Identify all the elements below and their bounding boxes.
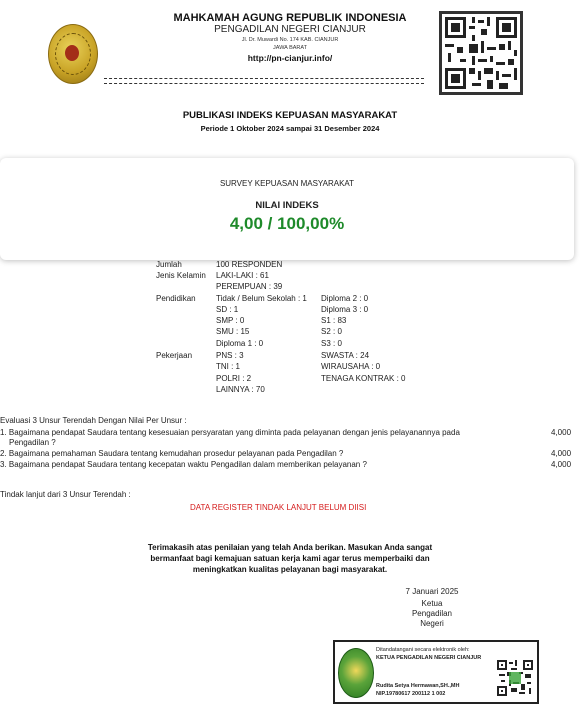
index-value: 4,00 / 100,00% <box>229 214 345 233</box>
esign-qr-code-icon <box>497 660 533 696</box>
job-item: POLRI : 2 <box>216 374 252 383</box>
gender-female: PEREMPUAN : 39 <box>216 282 283 291</box>
jumlah-value: 100 RESPONDEN <box>216 260 283 269</box>
court-name: PENGADILAN NEGERI CIANJUR <box>214 24 366 35</box>
evaluation-value: 4,000 <box>551 449 572 458</box>
evaluation-heading: Evaluasi 3 Unsur Terendah Dengan Nilai Per Unsur : <box>0 416 187 425</box>
index-label: NILAI INDEKS <box>255 200 319 211</box>
publication-title: PUBLIKASI INDEKS KEPUASAN MASYARAKAT <box>182 110 398 121</box>
job-item: LAINNYA : 70 <box>216 385 265 394</box>
evaluation-item: 2. Bagaimana pemahaman Saudara tentang kemudahan prosedur pelayanan pada Pengadilan ? <box>0 449 344 458</box>
education-item: Tidak / Belum Sekolah : 1 <box>216 294 307 303</box>
education-item: Diploma 1 : 0 <box>216 339 264 348</box>
signature-role: Pengadilan <box>411 609 453 618</box>
institution-name: MAHKAMAH AGUNG REPUBLIK INDONESIA <box>173 12 407 24</box>
logo-emblem-icon <box>65 45 79 61</box>
court-province: JAWA BARAT <box>272 45 308 51</box>
publication-period: Periode 1 Oktober 2024 sampai 31 Desember 2024 <box>200 124 380 133</box>
survey-label: SURVEY KEPUASAN MASYARAKAT <box>219 179 355 188</box>
evaluation-item-cont: Pengadilan ? <box>9 438 56 447</box>
court-seal-icon <box>338 648 374 698</box>
job-item: TENAGA KONTRAK : 0 <box>321 374 406 383</box>
court-address: Jl. Dr. Muwardi No. 174 KAB. CIANJUR <box>241 37 339 43</box>
court-website[interactable]: http://pn-cianjur.info/ <box>247 53 333 63</box>
job-item: WIRAUSAHA : 0 <box>321 362 381 371</box>
evaluation-value: 4,000 <box>551 428 572 437</box>
followup-heading: Tindak lanjut dari 3 Unsur Terendah : <box>0 490 131 499</box>
education-label: Pendidikan <box>156 294 196 303</box>
job-item: PNS : 3 <box>216 351 244 360</box>
education-item: S3 : 0 <box>321 339 342 348</box>
education-item: Diploma 2 : 0 <box>321 294 369 303</box>
evaluation-item: 3. Bagaimana pendapat Saudara tentang kecepatan waktu Pengadilan dalam memberikan pelayanan ? <box>0 460 367 469</box>
education-item: SMP : 0 <box>216 316 245 325</box>
gender-male: LAKI-LAKI : 61 <box>216 271 269 280</box>
evaluation-value: 4,000 <box>551 460 572 469</box>
job-label: Pekerjaan <box>156 351 193 360</box>
job-item: TNI : 1 <box>216 362 241 371</box>
signature-role: Negeri <box>420 619 444 628</box>
esign-title: KETUA PENGADILAN NEGERI CIANJUR <box>376 655 482 661</box>
followup-status: DATA REGISTER TINDAK LANJUT BELUM DIISI <box>190 503 367 512</box>
jumlah-label: Jumlah <box>156 260 182 269</box>
thanks-line: meningkatkan kualitas pelayanan bagi masyarakat. <box>192 565 388 574</box>
education-item: Diploma 3 : 0 <box>321 305 369 314</box>
job-item: SWASTA : 24 <box>321 351 370 360</box>
thanks-line: Terimakasih atas penilaian yang telah Anda berikan. Masukan Anda sangat <box>147 543 433 552</box>
signature-role: Ketua <box>421 599 443 608</box>
header-divider <box>104 78 424 84</box>
court-logo <box>48 24 98 84</box>
evaluation-item: 1. Bagaimana pendapat Saudara tentang kesesuaian persyaratan yang diminta pada pelayanan dengan jenis pelayanannya pada <box>0 428 460 437</box>
thanks-line: bermanfaat bagi kemajuan satuan kerja kami agar terus memperbaiki dan <box>150 554 430 563</box>
signature-date: 7 Januari 2025 <box>405 587 459 596</box>
esign-nip: NIP.19780617 200112 1 002 <box>376 691 446 697</box>
esign-label: Ditandatangani secara elektronik oleh: <box>376 647 470 653</box>
esign-name: Rudita Setya Hermawan,SH.,MH <box>376 683 460 689</box>
education-item: S1 : 83 <box>321 316 347 325</box>
education-item: SMU : 15 <box>216 327 250 336</box>
education-item: SD : 1 <box>216 305 239 314</box>
qr-code-icon <box>439 11 523 95</box>
education-item: S2 : 0 <box>321 327 342 336</box>
gender-label: Jenis Kelamin <box>156 271 206 280</box>
